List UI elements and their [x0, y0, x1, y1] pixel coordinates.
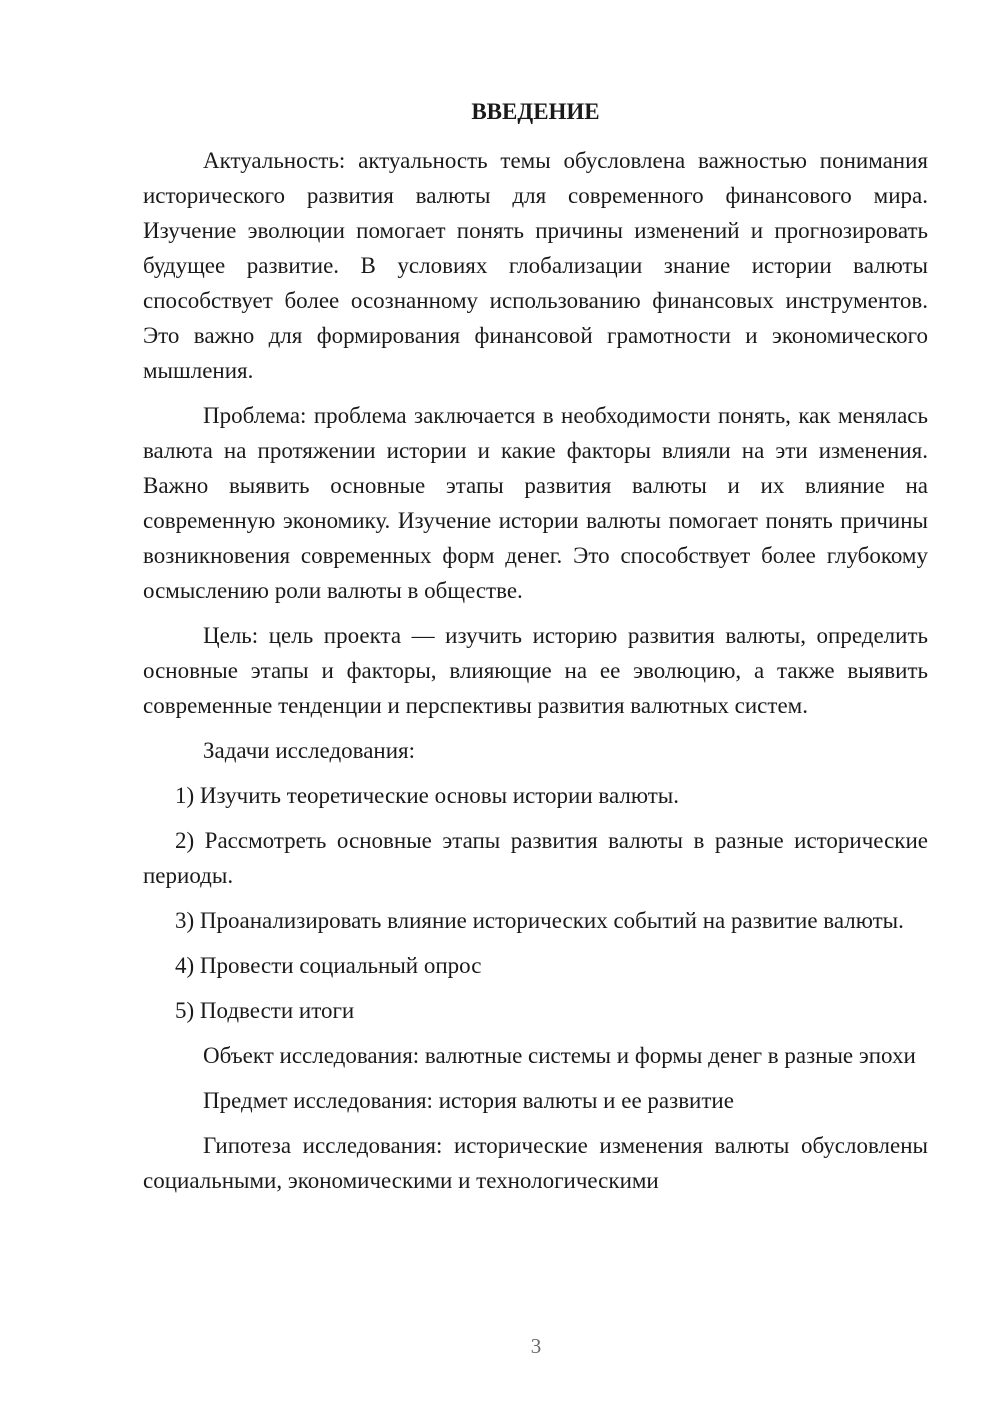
paragraph-object: Объект исследования: валютные системы и формы денег в разные эпохи	[203, 1043, 916, 1068]
task-item: 5) Подвести итоги	[175, 998, 355, 1023]
page-heading: ВВЕДЕНИЕ	[471, 99, 600, 124]
paragraph-hypothesis: Гипотеза исследования: исторические изменения валюты обусловлены социальными, экономическими и технологическими	[143, 1133, 928, 1193]
tasks-title: Задачи исследования:	[203, 738, 416, 763]
paragraph-goal: Цель: цель проекта — изучить историю развития валюты, определить основные этапы и факторы, влияющие на ее эволюцию, а также выявить современные тенденции и перспективы развития валютных систем.	[143, 623, 928, 718]
paragraph-problem: Проблема: проблема заключается в необходимости понять, как менялась валюта на протяжении истории и какие факторы влияли на эти изменения. Важно выявить основные этапы развития валюты и их влияние на современную экономику. Изучение истории валюты помогает понять причины возникновения современных форм денег. Это способствует более глубокому осмыслению роли валюты в обществе.	[143, 403, 928, 603]
task-item: 3) Проанализировать влияние исторических событий на развитие валюты.	[175, 908, 904, 933]
page-number: 3	[530, 1334, 542, 1358]
document-page	[143, 94, 928, 1208]
paragraph-relevance: Актуальность: актуальность темы обусловлена важностью понимания исторического развития валюты для современного финансового мира. Изучение эволюции помогает понять причины изменений и прогнозировать будущее развитие. В условиях глобализации знание истории валюты способствует более осознанному использованию финансовых инструментов. Это важно для формирования финансовой грамотности и экономического мышления.	[143, 148, 928, 383]
task-item: 2) Рассмотреть основные этапы развития валюты в разные исторические периоды.	[143, 828, 928, 888]
task-item: 4) Провести социальный опрос	[175, 953, 482, 978]
task-item: 1) Изучить теоретические основы истории валюты.	[175, 783, 679, 808]
paragraph-subject: Предмет исследования: история валюты и ее развитие	[203, 1088, 734, 1113]
